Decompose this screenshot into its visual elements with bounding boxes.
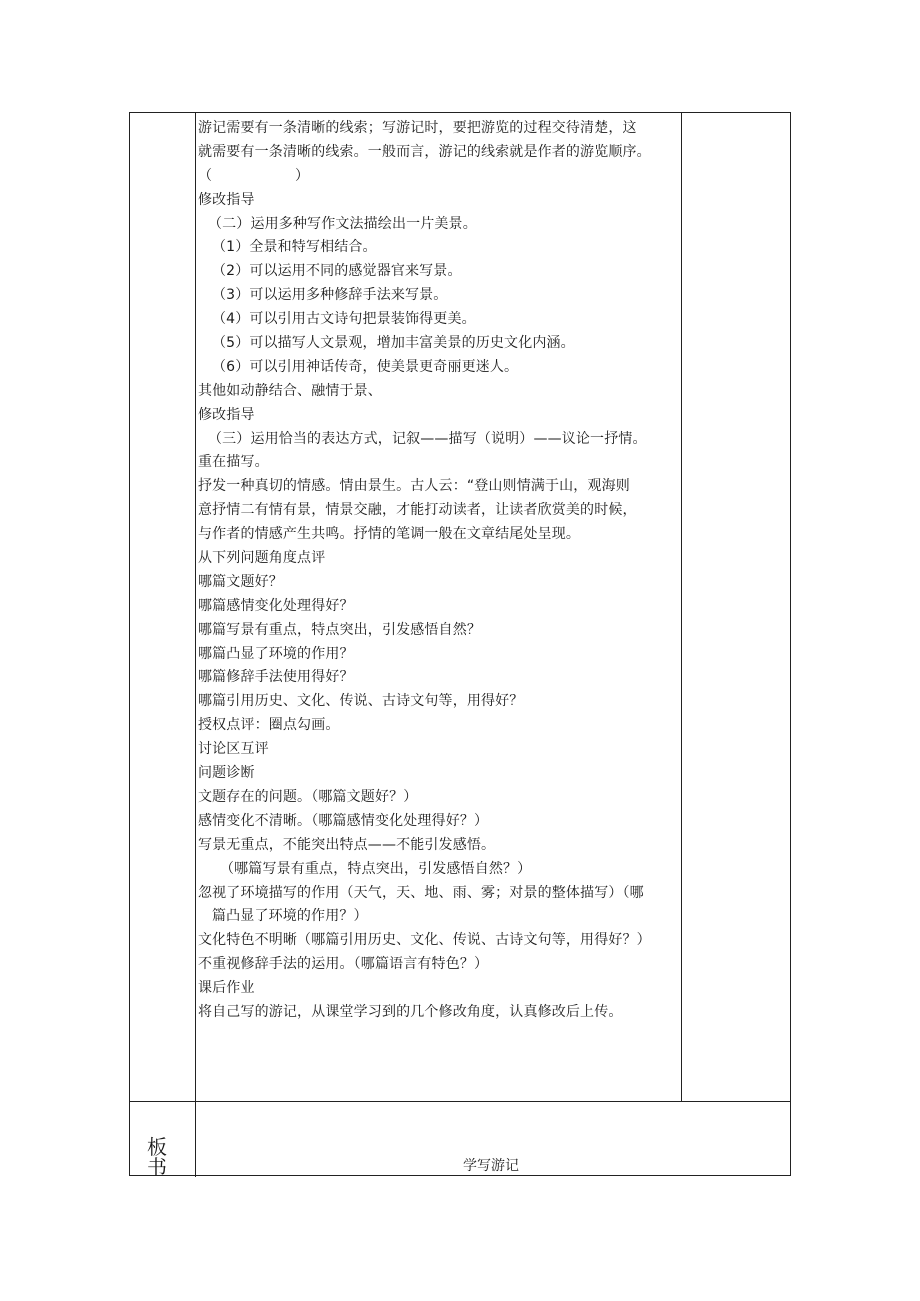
list-item: （5）可以描写人文景观，增加丰富美景的历史文化内涵。 <box>212 335 575 352</box>
question-item: 哪篇写景有重点，特点突出，引发感悟自然？ <box>198 621 481 638</box>
section-heading: 从下列问题角度点评 <box>198 550 326 567</box>
text-line: 与作者的情感产生共鸣。抒情的笔调一般在文章结尾处呈现。 <box>198 526 581 543</box>
question-item: 哪篇凸显了环境的作用？ <box>198 645 354 662</box>
row-divider <box>130 1101 790 1102</box>
text-line: 抒发一种真切的情感。情由景生。古人云：“登山则情满于山，观海则 <box>198 478 630 495</box>
list-item: （1）全景和特写相结合。 <box>212 239 377 256</box>
diagnosis-item: 写景无重点，不能突出特点——不能引发感悟。 <box>198 836 496 853</box>
board-title: 学写游记 <box>463 1158 519 1174</box>
section-heading: 修改指导 <box>198 191 255 208</box>
list-item: （2）可以运用不同的感觉器官来写景。 <box>212 263 462 280</box>
text-line: 其他如动静结合、融情于景、 <box>198 382 382 399</box>
text-line: 授权点评：圈点勾画。 <box>198 717 340 734</box>
diagnosis-item: 文化特色不明晰（哪篇引用历史、文化、传说、古诗文句等，用得好？） <box>198 932 651 949</box>
text-line: 重在描写。 <box>198 454 269 471</box>
board-label: 板书 <box>147 1135 167 1179</box>
list-item: （3）可以运用多种修辞手法来写景。 <box>212 287 448 304</box>
text-line: （三）运用恰当的表达方式，记叙——描写（说明）——议论一抒情。 <box>208 430 647 447</box>
diagnosis-item: 忽视了环境描写的作用（天气，天、地、雨、雾；对景的整体描写）（哪 <box>198 884 644 901</box>
question-item: 哪篇感情变化处理得好？ <box>198 597 354 614</box>
text-line: 就需要有一条清晰的线索。一般而言，游记的线索就是作者的游览顺序。 <box>198 143 651 160</box>
section-heading: 修改指导 <box>198 406 255 423</box>
homework-text: 将自己写的游记，从课堂学习到的几个修改角度，认真修改后上传。 <box>198 1003 623 1020</box>
question-item: 哪篇引用历史、文化、传说、古诗文句等，用得好？ <box>198 693 524 710</box>
column-divider-left <box>195 113 196 1177</box>
text-line: 游记需要有一条清晰的线索；写游记时，要把游览的过程交待清楚，这 <box>198 120 637 136</box>
lesson-content <box>198 117 685 1025</box>
list-item: （6）可以引用神话传奇，使美景更奇丽更迷人。 <box>212 358 519 375</box>
text-line: 意抒情二有情有景，情景交融，才能打动读者，让读者欣赏美的时候， <box>198 502 637 519</box>
list-item: （4）可以引用古文诗句把景装饰得更美。 <box>212 311 476 328</box>
question-item: 哪篇修辞手法使用得好？ <box>198 669 354 686</box>
diagnosis-item: 感情变化不清晰。（哪篇感情变化处理得好？） <box>198 812 489 829</box>
blank-answer-line: （ ） <box>198 167 310 184</box>
section-heading: 问题诊断 <box>198 765 255 782</box>
question-item: 哪篇文题好？ <box>198 573 283 590</box>
diagnosis-item: （哪篇写景有重点，特点突出，引发感悟自然？） <box>220 860 532 877</box>
text-line: （二）运用多种写作文法描绘出一片美景。 <box>208 215 477 232</box>
diagnosis-item: 文题存在的问题。（哪篇文题好？） <box>198 788 418 805</box>
diagnosis-item: 不重视修辞手法的运用。（哪篇语言有特色？） <box>198 956 489 973</box>
lesson-plan-table <box>129 112 791 1179</box>
section-heading: 课后作业 <box>198 980 255 997</box>
section-heading: 讨论区互评 <box>198 741 269 758</box>
diagnosis-item: 篇凸显了环境的作用？） <box>212 908 368 925</box>
